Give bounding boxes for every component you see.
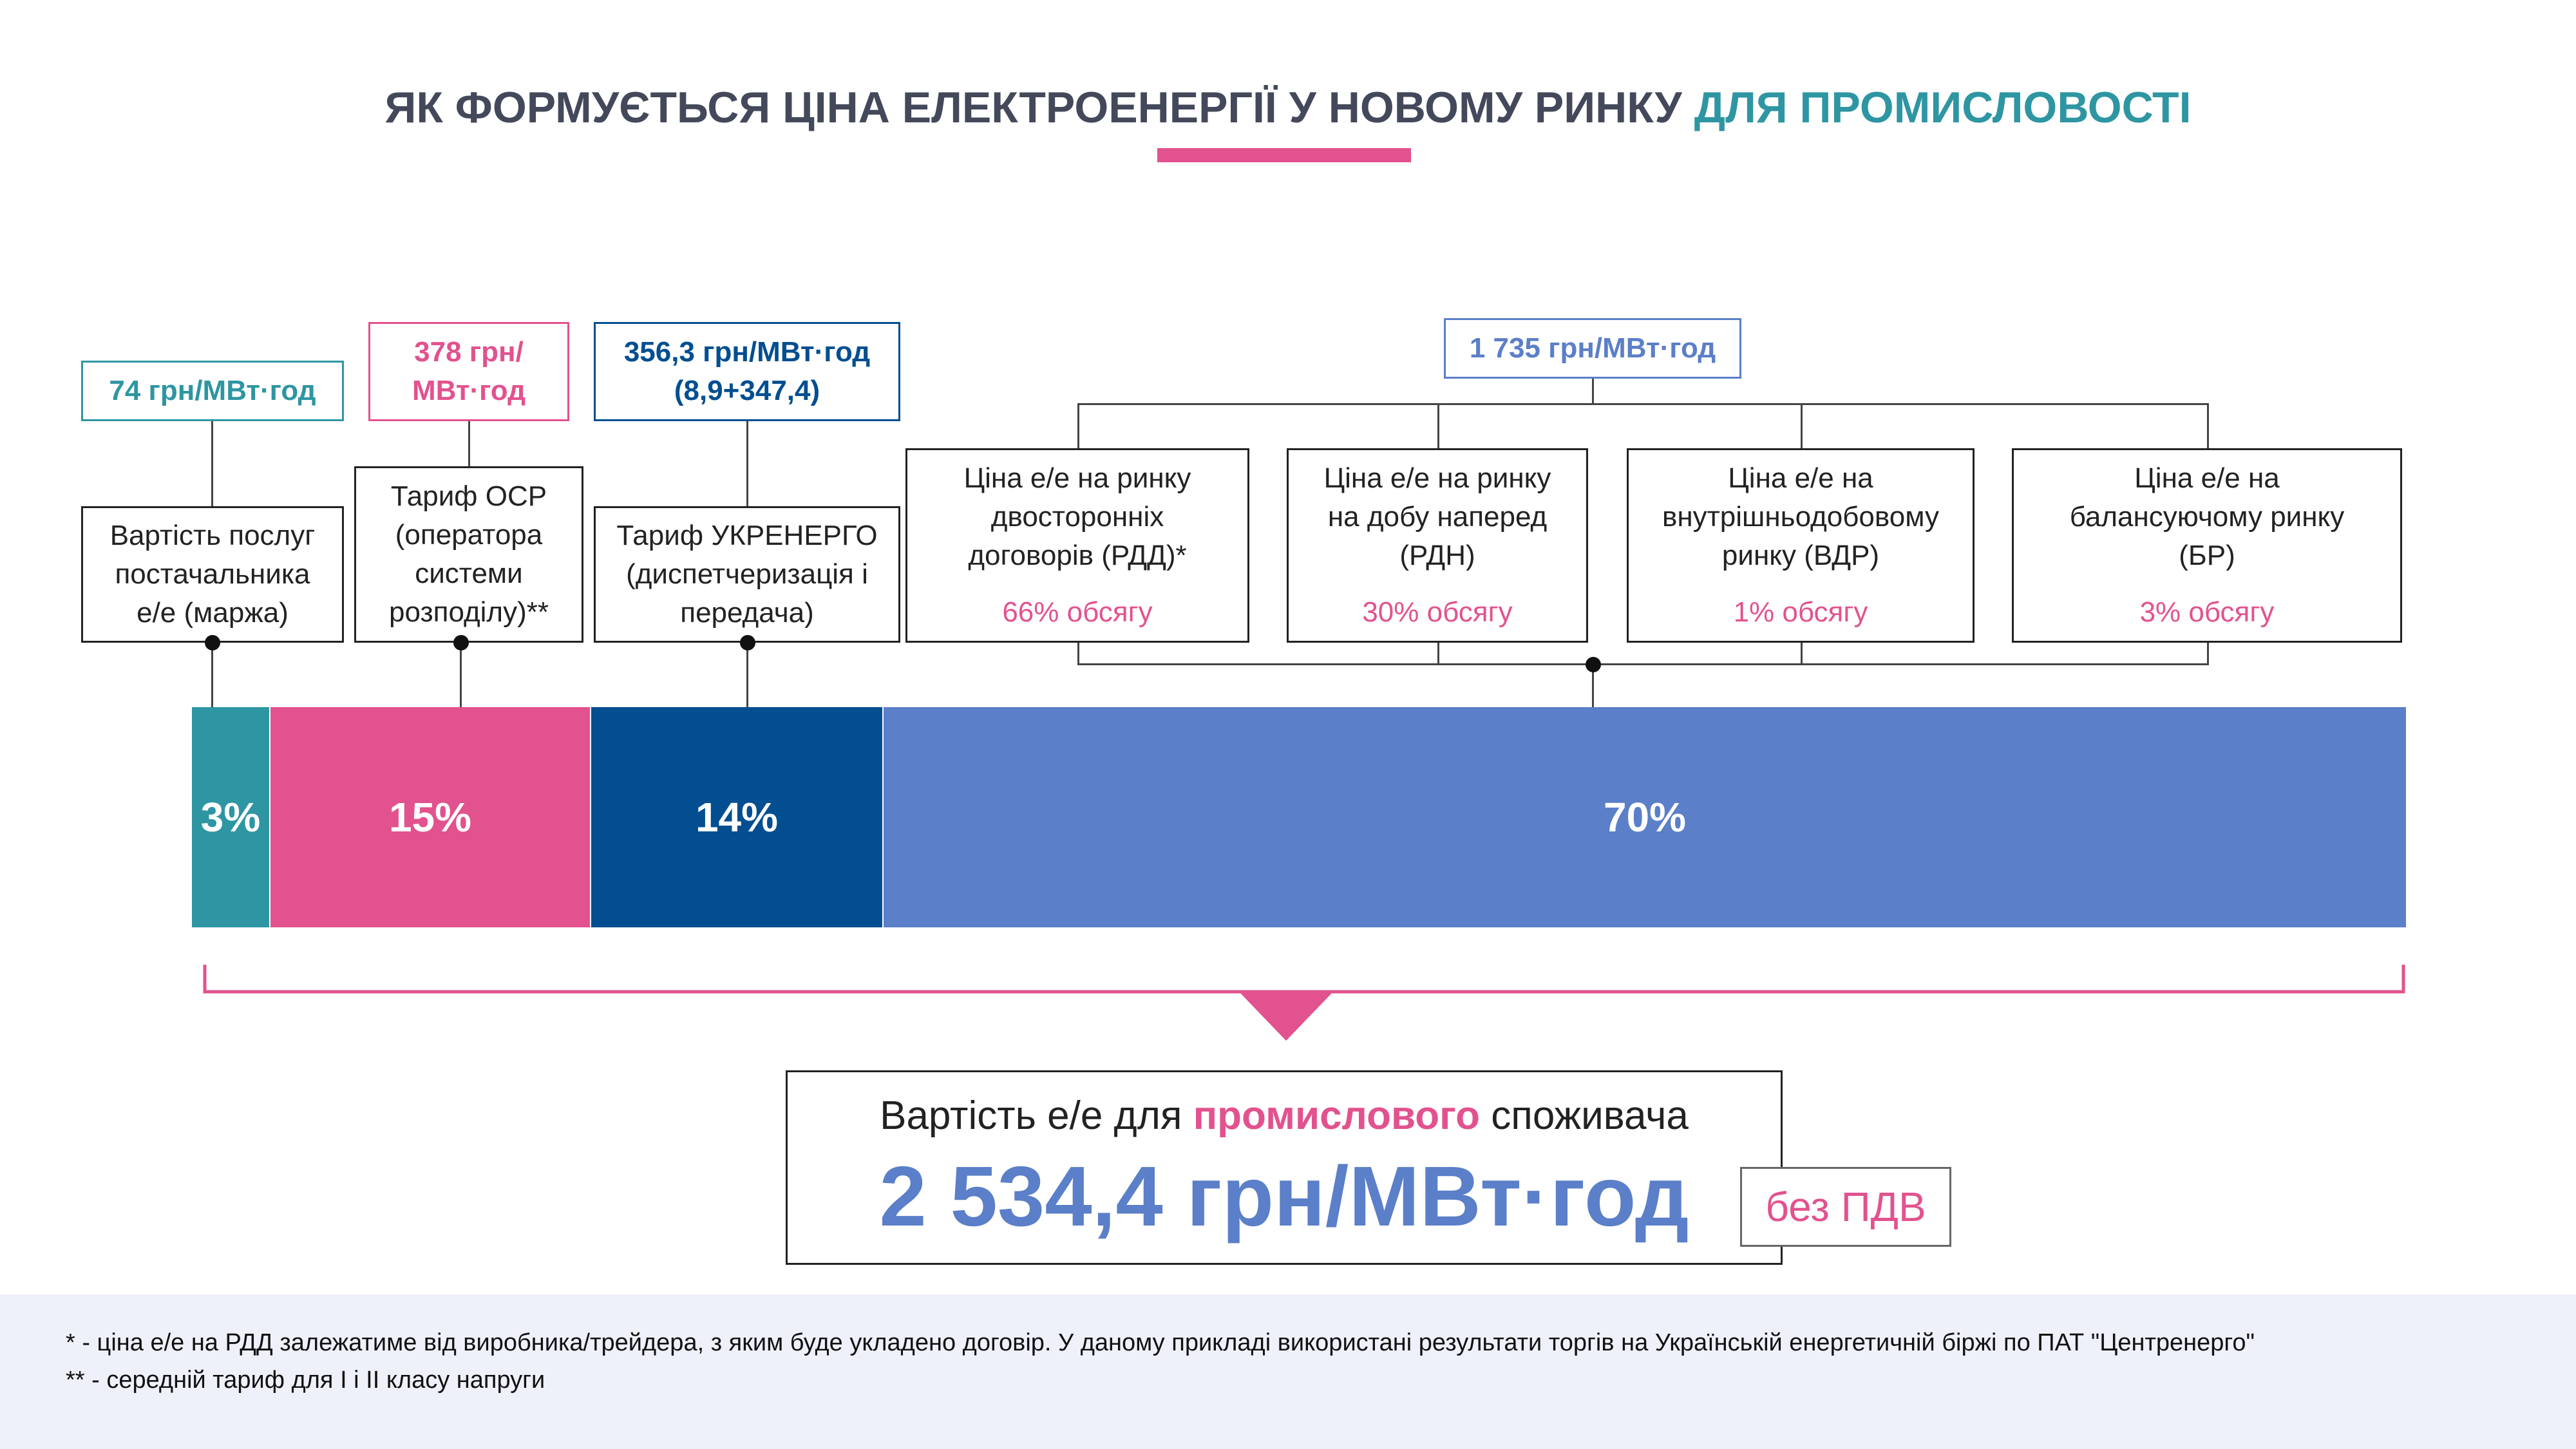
ukrenergo-price-line1: 356,3 грн/МВт·год bbox=[623, 336, 871, 368]
osr-tariff-line3: системи bbox=[415, 558, 523, 589]
supplier-cost-line2: постачальника bbox=[115, 558, 310, 590]
result-text-after: споживача bbox=[1491, 1094, 1689, 1138]
bar-label-market: 70% bbox=[1603, 794, 1687, 840]
market-rdd-line3: договорів (РДД)* bbox=[968, 540, 1187, 571]
footnotes bbox=[0, 1294, 2576, 1449]
ukrenergo-tariff-line3: передача) bbox=[680, 597, 814, 629]
market-rdn-line1: Ціна е/е на ринку bbox=[1323, 462, 1551, 494]
bar-label-ukrenergo: 14% bbox=[695, 794, 779, 840]
ukrenergo-tariff-line1: Тариф УКРЕНЕРГО bbox=[616, 520, 878, 551]
market-price: 1 735 грн/МВт·год bbox=[1469, 332, 1716, 364]
footnote-2: ** - середній тариф для І і ІІ класу напруги bbox=[66, 1367, 545, 1394]
ukrenergo-tariff-line2: (диспетчеризація і bbox=[626, 558, 868, 590]
market-vdr-line3: ринку (ВДР) bbox=[1721, 540, 1880, 571]
osr-tariff-line4: розподілу)** bbox=[389, 596, 549, 628]
title-highlight: ДЛЯ ПРОМИСЛОВОСТІ bbox=[1694, 83, 2192, 132]
market-br-volume: 3% обсягу bbox=[2139, 596, 2275, 628]
market-br-line3: (БР) bbox=[2179, 540, 2235, 571]
supplier-cost-line1: Вартість послуг bbox=[109, 520, 316, 551]
market-br-line2: балансуючому ринку bbox=[2069, 501, 2345, 533]
market-vdr-line2: внутрішньодобовому bbox=[1662, 501, 1939, 533]
result-text-highlight: промислового bbox=[1193, 1094, 1481, 1138]
result-value: 2 534,4 грн/МВт·год bbox=[879, 1149, 1689, 1244]
market-rdn-line3: (РДН) bbox=[1399, 540, 1475, 571]
market-rdn-line2: на добу наперед bbox=[1327, 501, 1548, 533]
supplier-cost-line3: е/е (маржа) bbox=[137, 597, 289, 629]
osr-tariff-line2: (оператора bbox=[395, 519, 543, 551]
vat-label: без ПДВ bbox=[1765, 1184, 1926, 1230]
result-caption bbox=[880, 1090, 1689, 1142]
osr-price-line1: 378 грн/ bbox=[414, 336, 524, 368]
market-br-line1: Ціна е/е на bbox=[2134, 462, 2280, 494]
osr-tariff-line1: Тариф ОСР bbox=[390, 480, 547, 512]
ukrenergo-price-line2: (8,9+347,4) bbox=[674, 375, 820, 406]
bar-label-osr: 15% bbox=[388, 794, 472, 840]
title-main: ЯК ФОРМУЄТЬСЯ ЦІНА ЕЛЕКТРОЕНЕРГІЇ У НОВОМУ РИНКУ bbox=[384, 83, 1682, 132]
market-rdd-volume: 66% обсягу bbox=[1002, 596, 1153, 628]
result-box bbox=[786, 1070, 1783, 1265]
osr-price-line2: МВт·год bbox=[412, 375, 526, 406]
market-rdd-line2: двосторонніх bbox=[990, 501, 1164, 533]
footnote-1: * - ціна е/е на РДД залежатиме від виробника/трейдера, з яким буде укладено договір. У даному прикладі використані результати торгів на Українській енергетичній біржі по ПАТ "Центренерго" bbox=[66, 1329, 2255, 1356]
market-rdd-line1: Ціна е/е на ринку bbox=[963, 462, 1191, 494]
market-rdn-volume: 30% обсягу bbox=[1362, 596, 1513, 628]
vat-badge bbox=[1740, 1167, 1951, 1247]
bar-label-supplier: 3% bbox=[200, 794, 261, 840]
market-vdr-volume: 1% обсягу bbox=[1733, 596, 1868, 628]
market-vdr-line1: Ціна е/е на bbox=[1728, 462, 1873, 494]
result-text-before: Вартість е/е для bbox=[880, 1094, 1182, 1138]
supplier-price: 74 грн/МВт·год bbox=[109, 375, 316, 406]
